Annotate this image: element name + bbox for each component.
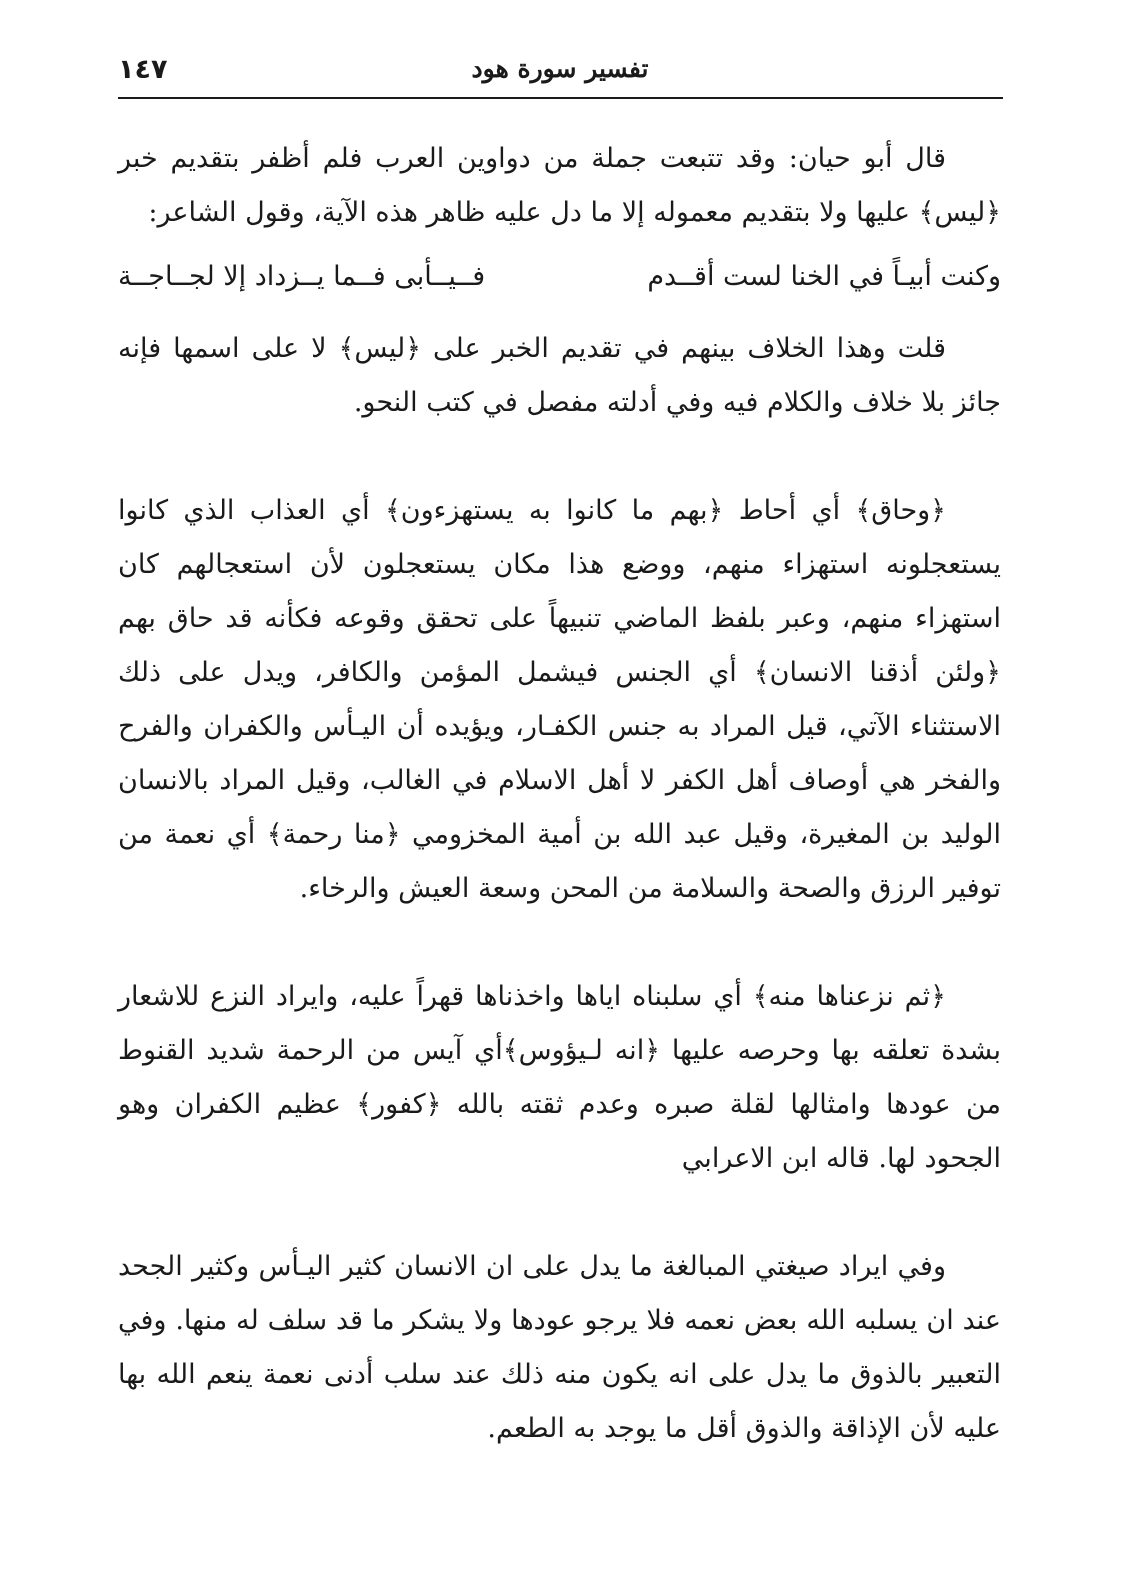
page-header [118,52,1002,96]
paragraph-khilaf: قلت وهذا الخلاف بينهم في تقديم الخبر على ﴿ليس﴾ لا على اسمها فإنه جائز بلا خلاف والكلام فيه وفي أدلته مفصل في كتب النحو. [118,333,1001,418]
page-number: ١٤٧ [118,54,168,85]
verse-hemistich-first: وكنت أبيـاً في الخنا لست أقــدم [647,261,1001,292]
poetry-verse [118,250,1001,304]
paragraph-mubalagha: وفي ايراد صيغتي المبالغة ما يدل على ان الانسان كثير اليـأس وكثير الجحد عند ان يسلبه الله بعض نعمه فلا يرجو عودها ولا يشكر ما قد سلف له منها. وفي التعبير بالذوق ما يدل على انه يكون منه ذلك عند سلب أدنى نعمة ينعم الله بها عليه لأن الإذاقة والذوق أقل ما يوجد به الطعم. [118,1251,1001,1444]
paragraph-abu-hayyan: قال أبو حيان: وقد تتبعت جملة من دواوين العرب فلم أظفر بتقديم خبر ﴿ليس﴾ عليها ولا بتقديم معموله إلا ما دل عليه ظاهر هذه الآية، وقول الشاعر: [118,143,1001,228]
running-title: تفسير سورة هود [471,54,649,83]
page-body [118,132,1001,1456]
header-rule [118,97,1003,99]
paragraph-haq: ﴿وحاق﴾ أي أحاط ﴿بهم ما كانوا به يستهزءون﴾ أي العذاب الذي كانوا يستعجلونه استهزاء منهم، ووضع هذا مكان يستعجلون لأن استعجالهم كان استهزاء منهم، وعبر بلفظ الماضي تنبيهاً على تحقق وقوعه فكأنه قد حاق بهم ﴿ولئن أذقنا الانسان﴾ أي الجنس فيشمل المؤمن والكافر، ويدل على ذلك الاستثناء الآتي، قيل المراد به جنس الكفـار، ويؤيده أن اليـأس والكفران والفرح والفخر هي أوصاف أهل الكفر لا أهل الاسلام في الغالب، وقيل المراد بالانسان الوليد بن المغيرة، وقيل عبد الله بن أمية المخزومي ﴿منا رحمة﴾ أي نعمة من توفير الرزق والصحة والسلامة من المحن وسعة العيش والرخاء. [118,495,1001,904]
verse-hemistich-second: فــيــأبى فــما يــزداد إلا لجــاجــة [118,261,486,292]
paragraph-nazaanaha: ﴿ثم نزعناها منه﴾ أي سلبناه اياها واخذناها قهراً عليه، وايراد النزع للاشعار بشدة تعلقه بها وحرصه عليها ﴿انه لـيؤوس﴾أي آيس من الرحمة شديد القنوط من عودها وامثالها لقلة صبره وعدم ثقته بالله ﴿كفور﴾ عظيم الكفران وهو الجحود لها. قاله ابن الاعرابي [118,981,1001,1174]
